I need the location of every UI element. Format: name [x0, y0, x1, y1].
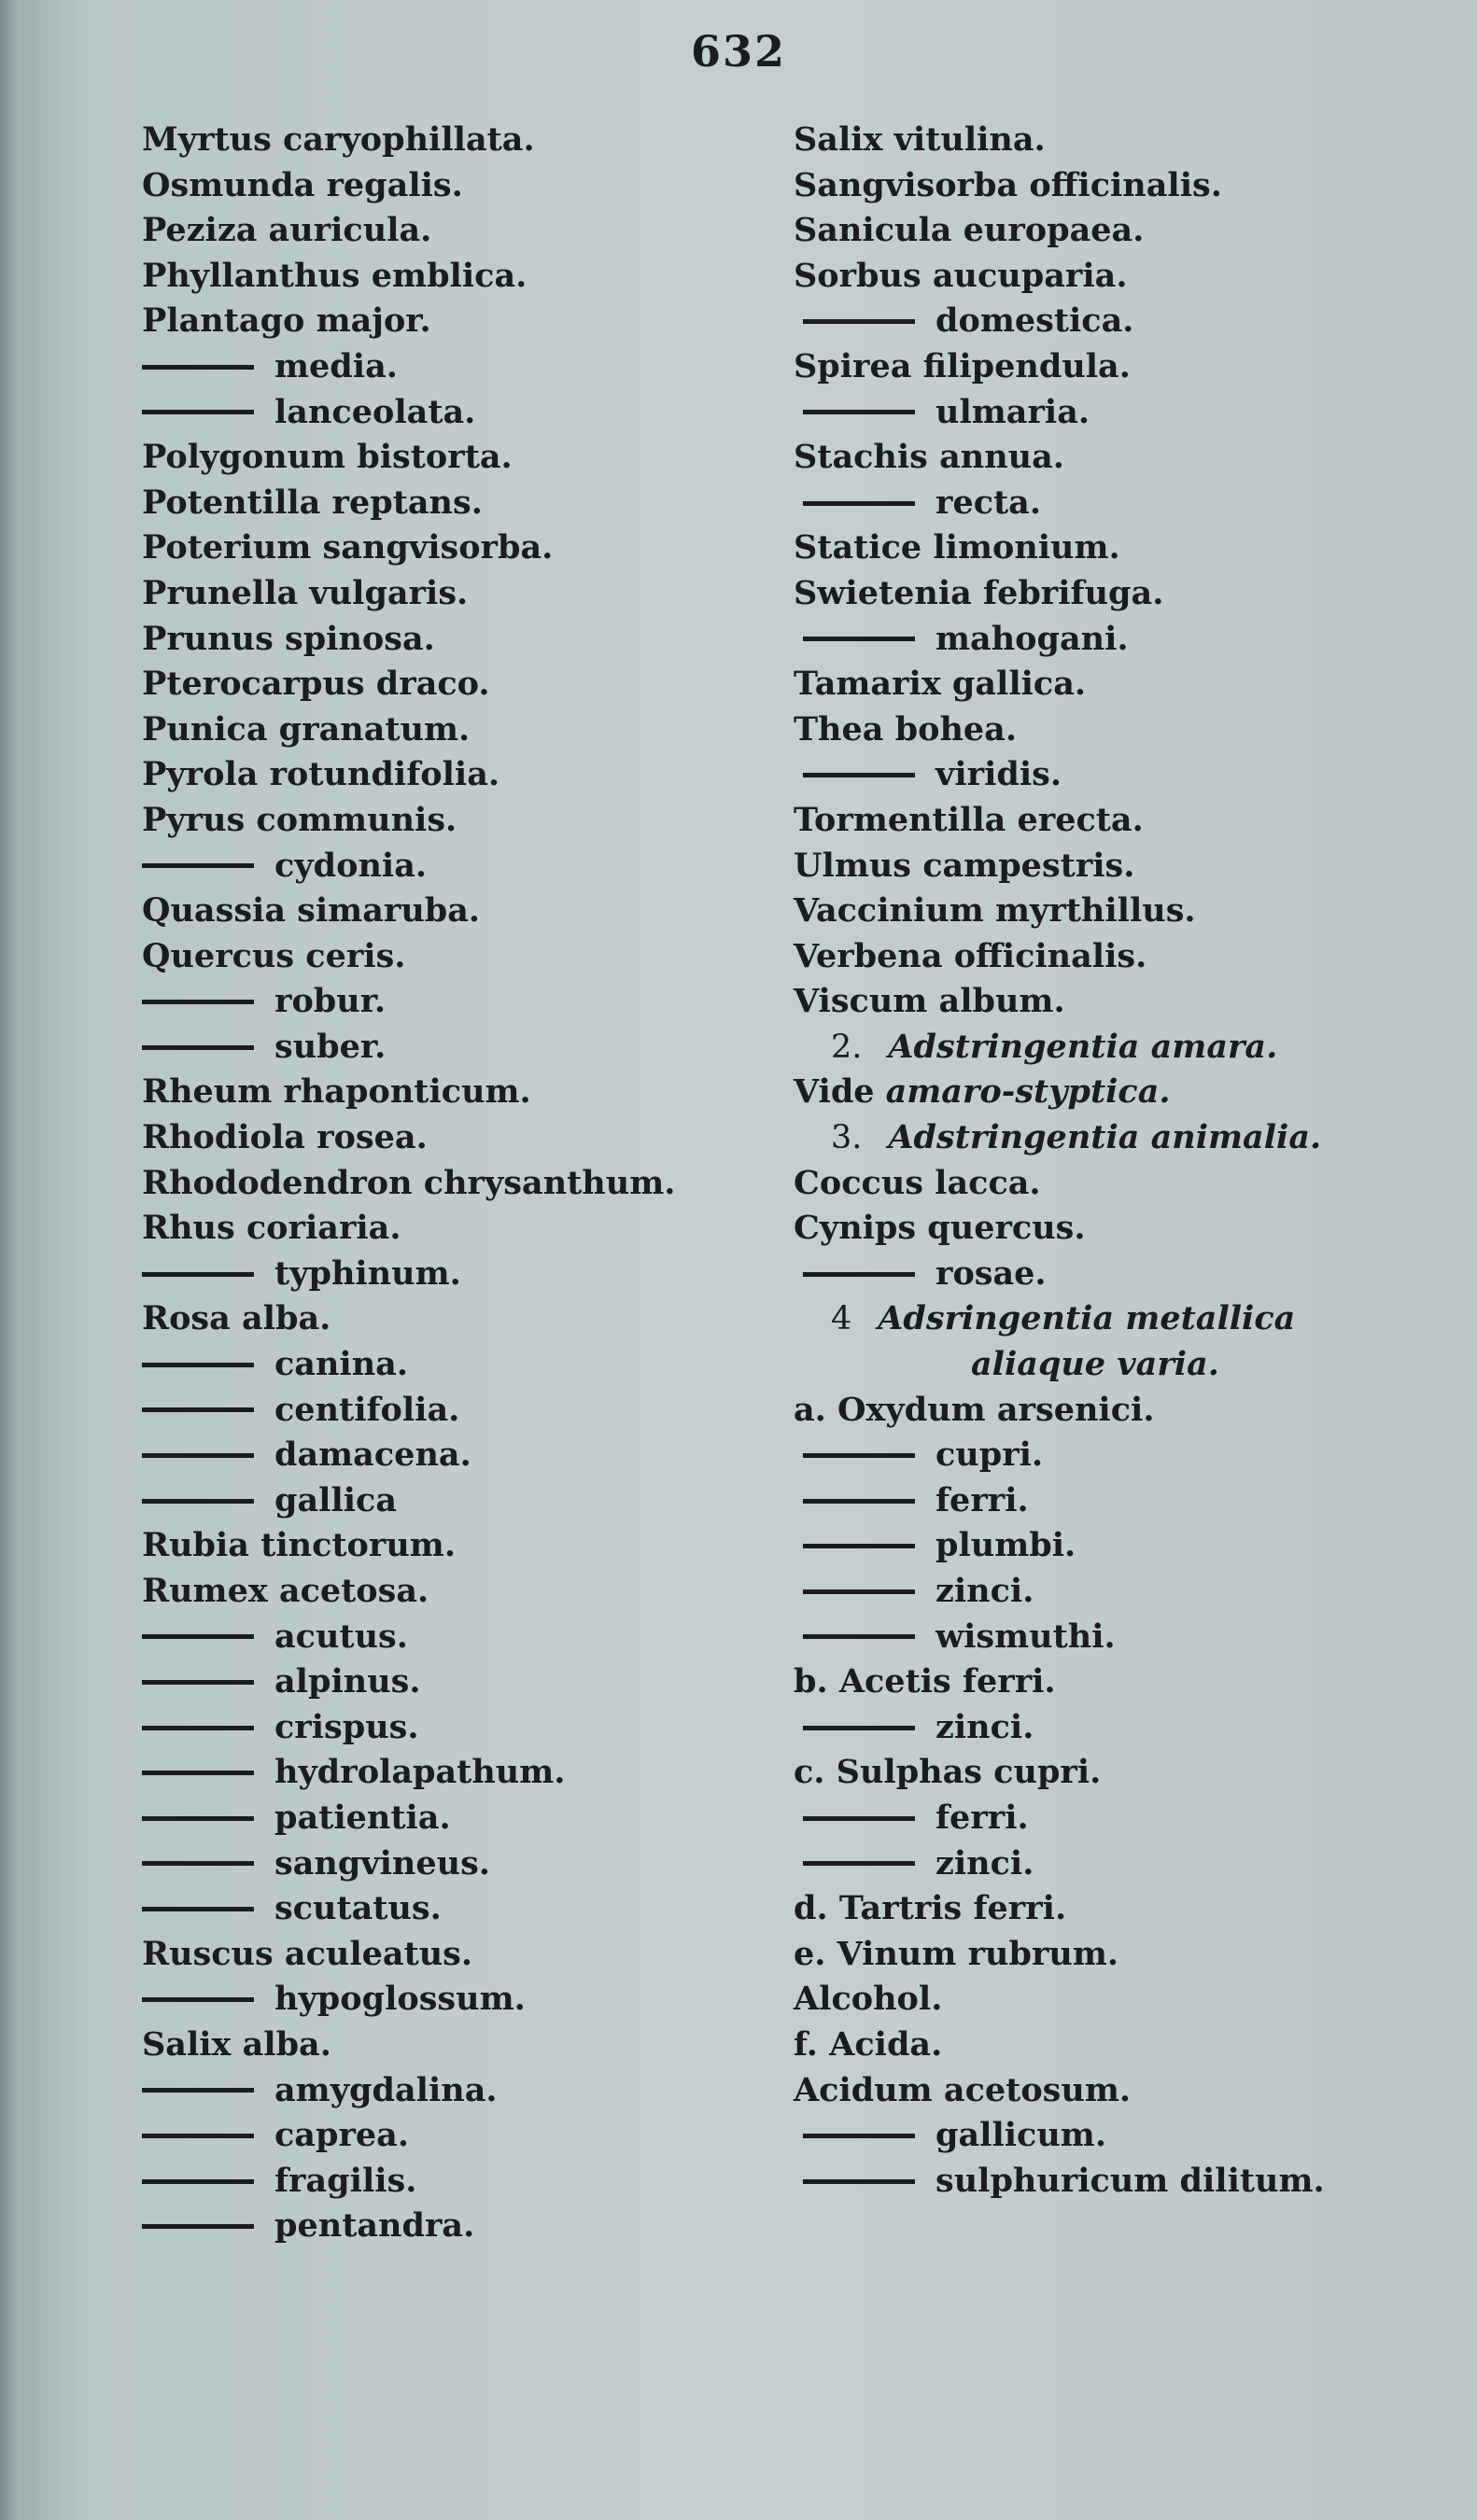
- entry-text: Quassia simaruba.: [142, 891, 481, 931]
- index-entry: [794, 163, 1391, 209]
- index-sub-entry: [142, 844, 758, 889]
- ditto-dash: [803, 1589, 915, 1594]
- index-entry: [142, 299, 758, 344]
- entry-text: Salix vitulina.: [794, 120, 1046, 159]
- entry-text: crispus.: [274, 1707, 419, 1746]
- entry-text: f. Acida.: [794, 2024, 943, 2064]
- index-entry: [142, 752, 758, 798]
- entry-text: cydonia.: [274, 846, 428, 885]
- ditto-dash: [803, 501, 915, 506]
- entry-text: Pyrola rotundifolia.: [142, 755, 500, 794]
- index-entry: [794, 844, 1391, 889]
- section-title: aliaque varia.: [971, 1345, 1219, 1384]
- entry-text: robur.: [274, 982, 387, 1021]
- index-sub-entry: [142, 1478, 758, 1524]
- index-sub-entry: [794, 390, 1391, 436]
- index-entry: [142, 934, 758, 980]
- index-entry: [142, 435, 758, 481]
- index-sub-entry: [794, 1705, 1391, 1751]
- index-sub-entry: [142, 979, 758, 1025]
- entry-text: hypoglossum.: [274, 1980, 526, 2019]
- entry-text: Ruscus aculeatus.: [142, 1934, 473, 1973]
- entry-text: Cynips quercus.: [794, 1209, 1086, 1248]
- index-sub-entry: [794, 299, 1391, 344]
- entry-text: acutus.: [274, 1617, 408, 1656]
- entry-text: Tormentilla erecta.: [794, 800, 1144, 839]
- right-column: [794, 118, 1391, 2204]
- index-sub-entry: [142, 1977, 758, 2023]
- entry-text: Ulmus campestris.: [794, 846, 1135, 885]
- index-sub-entry: [142, 1252, 758, 1297]
- entry-text: Rhododendron chrysanthum.: [142, 1163, 676, 1202]
- entry-text: Sanicula europaea.: [794, 211, 1145, 250]
- entry-text: scutatus.: [274, 1889, 442, 1928]
- entry-text: mahogani.: [935, 619, 1129, 658]
- section-number: 4: [831, 1300, 852, 1338]
- entry-text: ferri.: [935, 1798, 1029, 1837]
- index-entry: [794, 1388, 1391, 1434]
- index-entry: [142, 1569, 758, 1615]
- section-number: 2.: [831, 1028, 863, 1066]
- entry-text: Peziza auricula.: [142, 211, 432, 250]
- entry-text: Thea bohea.: [794, 709, 1018, 749]
- ditto-dash: [803, 410, 915, 414]
- index-entry: [142, 1523, 758, 1569]
- entry-text: ferri.: [935, 1480, 1029, 1519]
- entry-text: Plantago major.: [142, 301, 431, 341]
- entry-text: Rumex acetosa.: [142, 1572, 429, 1610]
- ditto-dash: [142, 863, 254, 868]
- ditto-dash: [142, 1499, 254, 1504]
- ditto-dash: [803, 773, 915, 777]
- index-sub-entry: [142, 1705, 758, 1751]
- ditto-dash: [803, 1272, 915, 1277]
- entry-text: Tamarix gallica.: [794, 665, 1087, 704]
- index-sub-entry: [142, 1388, 758, 1434]
- entry-text: Verbena officinalis.: [794, 936, 1147, 975]
- entry-text: a. Oxydum arsenici.: [794, 1390, 1155, 1429]
- entry-text: Osmunda regalis.: [142, 165, 463, 204]
- entry-text: centifolia.: [274, 1390, 460, 1429]
- entry-text: Pterocarpus draco.: [142, 665, 490, 704]
- index-sub-entry: [794, 1252, 1391, 1297]
- ditto-dash: [803, 1816, 915, 1821]
- section-heading: [794, 1342, 1391, 1388]
- index-entry: [142, 1296, 758, 1342]
- entry-text: Myrtus caryophillata.: [142, 120, 535, 159]
- ditto-dash: [803, 637, 915, 641]
- index-entry: [142, 1206, 758, 1252]
- ditto-dash: [142, 1680, 254, 1685]
- entry-text: Quercus ceris.: [142, 936, 406, 975]
- entry-text: canina.: [274, 1345, 409, 1384]
- index-sub-entry: [794, 2159, 1391, 2205]
- entry-text: Rhodiola rosea.: [142, 1118, 428, 1157]
- entry-text: Acidum acetosum.: [794, 2070, 1132, 2109]
- index-entry: [794, 571, 1391, 617]
- ditto-dash: [803, 1861, 915, 1866]
- page-number: 632: [690, 26, 787, 77]
- entry-text: Poterium sangvisorba.: [142, 528, 554, 567]
- index-sub-entry: [142, 1750, 758, 1796]
- index-sub-entry: [142, 1433, 758, 1478]
- ditto-dash: [803, 1499, 915, 1504]
- entry-text: recta.: [935, 483, 1042, 522]
- index-entry: [142, 1115, 758, 1161]
- index-entry: [794, 934, 1391, 980]
- index-sub-entry: [142, 2068, 758, 2114]
- ditto-dash: [142, 2134, 254, 2138]
- index-entry: [142, 889, 758, 934]
- entry-text: Vide: [794, 1072, 875, 1112]
- entry-text: caprea.: [274, 2116, 410, 2155]
- entry-text: zinci.: [935, 1707, 1034, 1746]
- index-sub-entry: [142, 1886, 758, 1932]
- entry-text: Stachis annua.: [794, 438, 1064, 477]
- ditto-dash: [142, 1634, 254, 1639]
- entry-text: hydrolapathum.: [274, 1753, 566, 1792]
- index-sub-entry: [142, 1615, 758, 1660]
- index-entry: [142, 1932, 758, 1978]
- index-entry: [794, 435, 1391, 481]
- entry-text: media.: [274, 346, 398, 385]
- entry-text: sangvineus.: [274, 1843, 490, 1883]
- entry-text: rosae.: [935, 1253, 1047, 1293]
- entry-text: d. Tartris ferri.: [794, 1889, 1067, 1928]
- index-entry: [142, 254, 758, 300]
- ditto-dash: [142, 2088, 254, 2093]
- entry-text: cupri.: [935, 1435, 1044, 1475]
- entry-text: domestica.: [935, 301, 1134, 341]
- entry-text: ulmaria.: [935, 392, 1090, 431]
- ditto-dash: [142, 365, 254, 370]
- index-sub-entry: [794, 1433, 1391, 1478]
- index-sub-entry: [794, 1615, 1391, 1660]
- entry-text: Rubia tinctorum.: [142, 1526, 457, 1565]
- ditto-dash: [142, 1407, 254, 1412]
- index-entry: [142, 662, 758, 707]
- entry-text: Polygonum bistorta.: [142, 438, 513, 477]
- entry-text: viridis.: [935, 755, 1062, 794]
- index-sub-entry: [794, 481, 1391, 526]
- index-entry: [142, 208, 758, 254]
- index-entry: [142, 1070, 758, 1115]
- ditto-dash: [803, 2179, 915, 2184]
- entry-text: e. Vinum rubrum.: [794, 1934, 1119, 1973]
- ditto-dash: [142, 1453, 254, 1458]
- index-entry: [794, 2023, 1391, 2068]
- index-sub-entry: [142, 1841, 758, 1887]
- entry-text: wismuthi.: [935, 1617, 1116, 1656]
- entry-text: amygdalina.: [274, 2070, 498, 2109]
- index-entry: [794, 525, 1391, 571]
- index-sub-entry: [142, 1659, 758, 1705]
- entry-text: Prunus spinosa.: [142, 619, 435, 658]
- entry-italic-text: amaro-styptica.: [885, 1072, 1171, 1112]
- index-sub-entry: [142, 344, 758, 390]
- index-entry: [794, 979, 1391, 1025]
- ditto-dash: [142, 1000, 254, 1004]
- index-entry: [794, 2068, 1391, 2114]
- index-sub-entry: [142, 1796, 758, 1841]
- index-entry: [142, 481, 758, 526]
- entry-text: alpinus.: [274, 1662, 421, 1701]
- index-entry: [794, 208, 1391, 254]
- index-sub-entry: [794, 1569, 1391, 1615]
- entry-text: zinci.: [935, 1843, 1034, 1883]
- entry-text: Coccus lacca.: [794, 1163, 1041, 1202]
- index-entry: [142, 707, 758, 753]
- index-entry: [794, 1750, 1391, 1796]
- entry-text: Rhus coriaria.: [142, 1209, 401, 1248]
- entry-text: Spirea filipendula.: [794, 346, 1131, 385]
- ditto-dash: [142, 2179, 254, 2184]
- entry-text: Statice limonium.: [794, 528, 1120, 567]
- index-sub-entry: [142, 1342, 758, 1388]
- index-sub-entry: [794, 1841, 1391, 1887]
- index-sub-entry: [794, 2113, 1391, 2159]
- entry-text: Viscum album.: [794, 982, 1065, 1021]
- ditto-dash: [142, 1816, 254, 1821]
- index-sub-entry: [794, 617, 1391, 663]
- entry-text: c. Sulphas cupri.: [794, 1753, 1102, 1792]
- index-sub-entry: [794, 752, 1391, 798]
- index-sub-entry: [142, 2204, 758, 2249]
- index-entry: [794, 889, 1391, 934]
- entry-text: damacena.: [274, 1435, 471, 1475]
- index-entry: [794, 344, 1391, 390]
- section-heading: [794, 1296, 1391, 1342]
- section-title: Adsringentia metallica: [878, 1299, 1296, 1338]
- index-entry: [142, 118, 758, 163]
- index-entry: [794, 1659, 1391, 1705]
- entry-text: Sorbus aucuparia.: [794, 256, 1128, 295]
- entry-text: Phyllanthus emblica.: [142, 256, 528, 295]
- index-entry: [794, 707, 1391, 753]
- entry-text: Sangvisorba officinalis.: [794, 165, 1222, 204]
- index-sub-entry: [794, 1796, 1391, 1841]
- entry-text: fragilis.: [274, 2161, 417, 2200]
- index-entry: [794, 254, 1391, 300]
- section-title: Adstringentia amara.: [888, 1027, 1278, 1066]
- index-entry: [142, 1161, 758, 1207]
- left-column: [142, 118, 758, 2249]
- index-sub-entry: [142, 390, 758, 436]
- index-entry: [142, 2023, 758, 2068]
- index-sub-entry: [142, 1025, 758, 1071]
- entry-text: Alcohol.: [794, 1980, 943, 2019]
- entry-text: patientia.: [274, 1798, 451, 1837]
- index-sub-entry: [142, 2159, 758, 2205]
- ditto-dash: [803, 1726, 915, 1730]
- entry-text: Potentilla reptans.: [142, 483, 483, 522]
- entry-text: Vaccinium myrthillus.: [794, 891, 1196, 931]
- entry-text: Swietenia febrifuga.: [794, 573, 1164, 612]
- entry-text: Punica granatum.: [142, 709, 471, 749]
- ditto-dash: [803, 319, 915, 324]
- ditto-dash: [142, 2224, 254, 2229]
- index-entry: [794, 662, 1391, 707]
- ditto-dash: [142, 1726, 254, 1730]
- ditto-dash: [142, 1045, 254, 1050]
- ditto-dash: [142, 1771, 254, 1775]
- entry-text: Prunella vulgaris.: [142, 573, 469, 612]
- entry-text: suber.: [274, 1027, 387, 1066]
- index-entry: [142, 617, 758, 663]
- entry-text: Salix alba.: [142, 2024, 331, 2064]
- index-entry: [794, 1977, 1391, 2023]
- index-entry: [142, 571, 758, 617]
- ditto-dash: [142, 1861, 254, 1866]
- page-gutter: [0, 0, 21, 2520]
- entry-text: Rosa alba.: [142, 1299, 331, 1338]
- section-heading: [794, 1115, 1391, 1161]
- ditto-dash: [803, 2134, 915, 2138]
- entry-text: sulphuricum dilitum.: [935, 2161, 1325, 2200]
- index-sub-entry: [142, 2113, 758, 2159]
- section-heading: [794, 1025, 1391, 1071]
- ditto-dash: [142, 1363, 254, 1367]
- ditto-dash: [142, 410, 254, 414]
- index-entry: [142, 525, 758, 571]
- index-sub-entry: [794, 1523, 1391, 1569]
- index-entry: [794, 1206, 1391, 1252]
- ditto-dash: [142, 1997, 254, 2002]
- entry-text: b. Acetis ferri.: [794, 1662, 1056, 1701]
- index-entry: [794, 798, 1391, 844]
- index-entry: [794, 1932, 1391, 1978]
- entry-text: typhinum.: [274, 1253, 461, 1293]
- entry-text: gallicum.: [935, 2116, 1107, 2155]
- entry-text: zinci.: [935, 1572, 1034, 1610]
- entry-text: pentandra.: [274, 2206, 475, 2246]
- entry-text: lanceolata.: [274, 392, 476, 431]
- entry-text: Rheum rhaponticum.: [142, 1072, 531, 1112]
- ditto-dash: [803, 1453, 915, 1458]
- entry-text: plumbi.: [935, 1526, 1076, 1565]
- ditto-dash: [142, 1272, 254, 1277]
- index-entry: [794, 1161, 1391, 1207]
- index-sub-entry: [794, 1478, 1391, 1524]
- entry-text: gallica: [274, 1480, 398, 1519]
- index-entry: [142, 798, 758, 844]
- section-number: 3.: [831, 1119, 863, 1157]
- ditto-dash: [803, 1544, 915, 1548]
- index-entry: [794, 1886, 1391, 1932]
- entry-text: Pyrus communis.: [142, 800, 457, 839]
- ditto-dash: [803, 1634, 915, 1639]
- index-entry: [142, 163, 758, 209]
- index-entry: [794, 118, 1391, 163]
- index-entry: [794, 1070, 1391, 1115]
- section-title: Adstringentia animalia.: [888, 1118, 1322, 1157]
- ditto-dash: [142, 1907, 254, 1911]
